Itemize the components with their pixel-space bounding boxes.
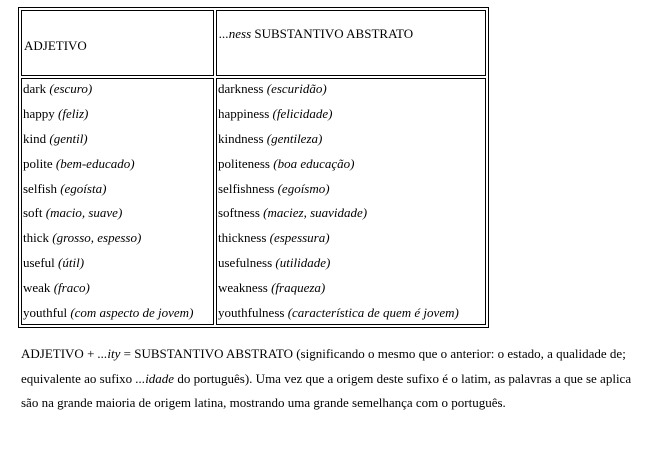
list-item: youthfulness (característica de quem é jovem) [218, 305, 459, 321]
list-item: weak (fraco) [23, 280, 90, 296]
column-header-adjective: ADJETIVO [24, 38, 87, 53]
list-item: darkness (escuridão) [218, 81, 327, 96]
list-item: kind (gentil) [23, 130, 88, 146]
noun-header-label: SUBSTANTIVO ABSTRATO [251, 26, 414, 41]
list-item: happiness (felicidade) [218, 105, 333, 121]
suffix-ness: ...ness [219, 26, 252, 41]
explanation-paragraph: ADJETIVO + ...ity = SUBSTANTIVO ABSTRATO (significando o mesmo que o anterior: o estado, a qualidade de; equivalente ao sufixo ...idade do português). Uma vez que a origem deste sufixo é o latim, as palavras a que se aplica são na grande maioria de origem latina, mostrando uma grande semelhança com o português. [21, 346, 632, 411]
list-item: useful (útil) [23, 255, 85, 271]
list-item: youthful (com aspecto de jovem) [23, 305, 194, 321]
noun-list [218, 79, 459, 328]
list-item: thick (grosso, espesso) [23, 230, 142, 246]
list-item: thickness (espessura) [218, 230, 330, 246]
adjective-list [23, 79, 193, 328]
list-item: happy (feliz) [23, 105, 89, 121]
column-header-noun [219, 26, 413, 42]
list-item: polite (bem-educado) [23, 155, 135, 171]
list-item: dark (escuro) [23, 81, 93, 96]
list-item: selfishness (egoísmo) [218, 180, 330, 196]
list-item: politeness (boa educação) [218, 155, 355, 171]
list-item: selfish (egoísta) [23, 180, 107, 196]
header-cell-noun [216, 10, 486, 76]
list-item: softness (maciez, suavidade) [218, 205, 368, 221]
list-item: usefulness (utilidade) [218, 255, 331, 271]
list-item: weakness (fraqueza) [218, 280, 326, 296]
list-item: soft (macio, suave) [23, 205, 123, 221]
list-item: kindness (gentileza) [218, 130, 323, 146]
